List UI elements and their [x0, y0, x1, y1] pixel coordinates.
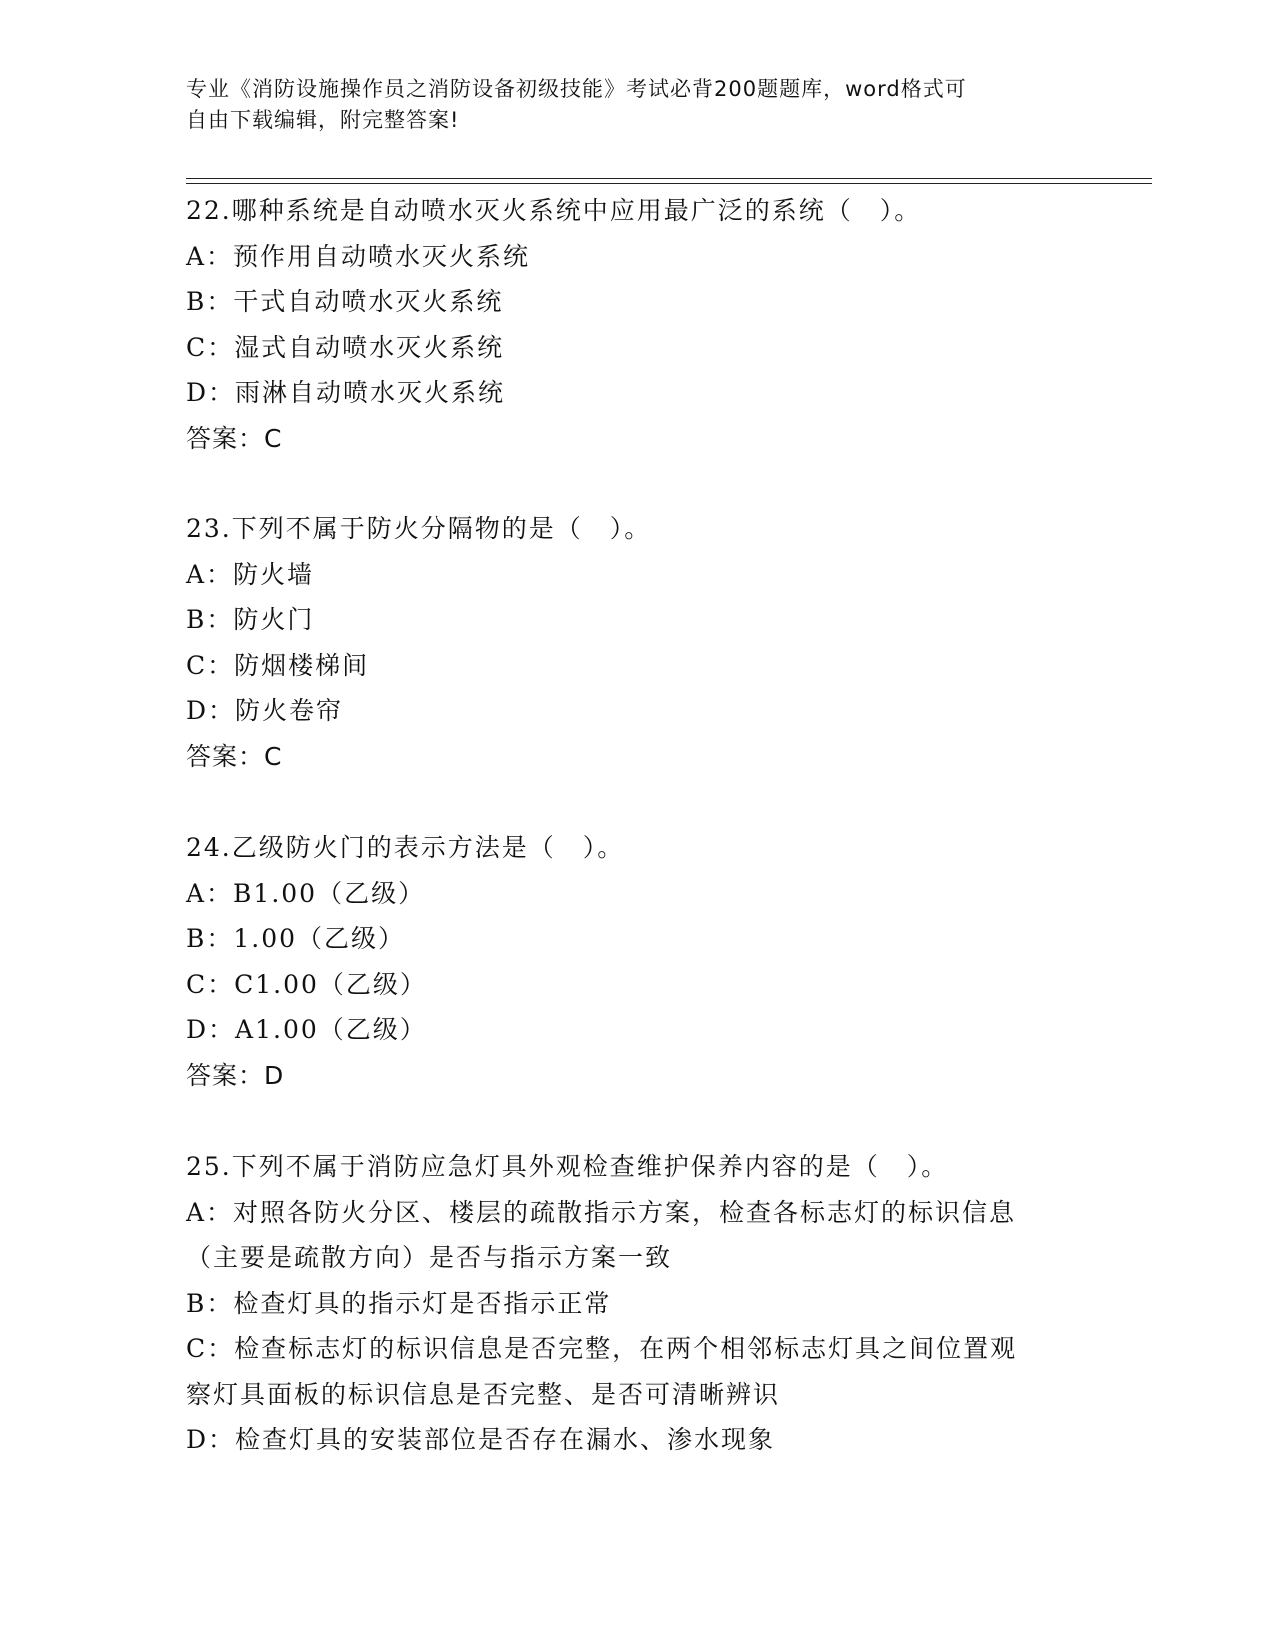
option-c: C：湿式自动喷水灭火系统: [186, 332, 505, 362]
option-b: B：1.00（乙级）: [186, 924, 406, 953]
question-25: [186, 1144, 1086, 1463]
question-24: [186, 825, 1086, 1098]
question-22: [186, 188, 1086, 461]
option-d: D：雨淋自动喷水灭火系统: [186, 378, 506, 407]
option-c: C：C1.00（乙级）: [186, 969, 427, 999]
option-d: D：检查灯具的安装部位是否存在漏水、渗水现象: [186, 1425, 776, 1454]
question-stem: 25.下列不属于消防应急灯具外观检查维护保养内容的是（ ）。: [186, 1152, 949, 1181]
question-stem: 24.乙级防火门的表示方法是（ ）。: [186, 833, 625, 862]
answer-label: 答案：D: [186, 1060, 285, 1090]
option-b: B：防火门: [186, 605, 315, 634]
option-a-line-2: （主要是疏散方向）是否与指示方案一致: [186, 1243, 673, 1272]
header-divider-bottom: [186, 183, 1152, 184]
header-line-1: 专业《消防设施操作员之消防设备初级技能》考试必背200题题库，word格式可: [186, 77, 967, 101]
option-c-line-1: C：检查标志灯的标识信息是否完整，在两个相邻标志灯具之间位置观: [186, 1334, 1018, 1363]
question-23: [186, 506, 1086, 779]
option-c: C：防烟楼梯间: [186, 650, 370, 680]
header-line-2: 自由下载编辑，附完整答案!: [186, 108, 460, 132]
question-stem: 22.哪种系统是自动喷水灭火系统中应用最广泛的系统（ ）。: [186, 196, 922, 225]
option-d: D：防火卷帘: [186, 696, 344, 725]
option-c-line-2: 察灯具面板的标识信息是否完整、是否可清晰辨识: [186, 1379, 781, 1409]
option-a: A：B1.00（乙级）: [186, 878, 426, 908]
answer-label: 答案：C: [186, 423, 283, 453]
header-divider-top: [186, 178, 1152, 179]
question-stem: 23.下列不属于防火分隔物的是（ ）。: [186, 514, 652, 543]
option-b: B：干式自动喷水灭火系统: [186, 287, 504, 316]
option-a: A：预作用自动喷水灭火系统: [186, 241, 531, 271]
option-a-line-1: A：对照各防火分区、楼层的疏散指示方案，检查各标志灯的标识信息: [186, 1197, 1017, 1227]
answer-label: 答案：C: [186, 741, 283, 771]
document-header: [186, 74, 1086, 136]
option-a: A：防火墙: [186, 559, 315, 589]
option-d: D：A1.00（乙级）: [186, 1015, 427, 1044]
option-b: B：检查灯具的指示灯是否指示正常: [186, 1288, 612, 1318]
